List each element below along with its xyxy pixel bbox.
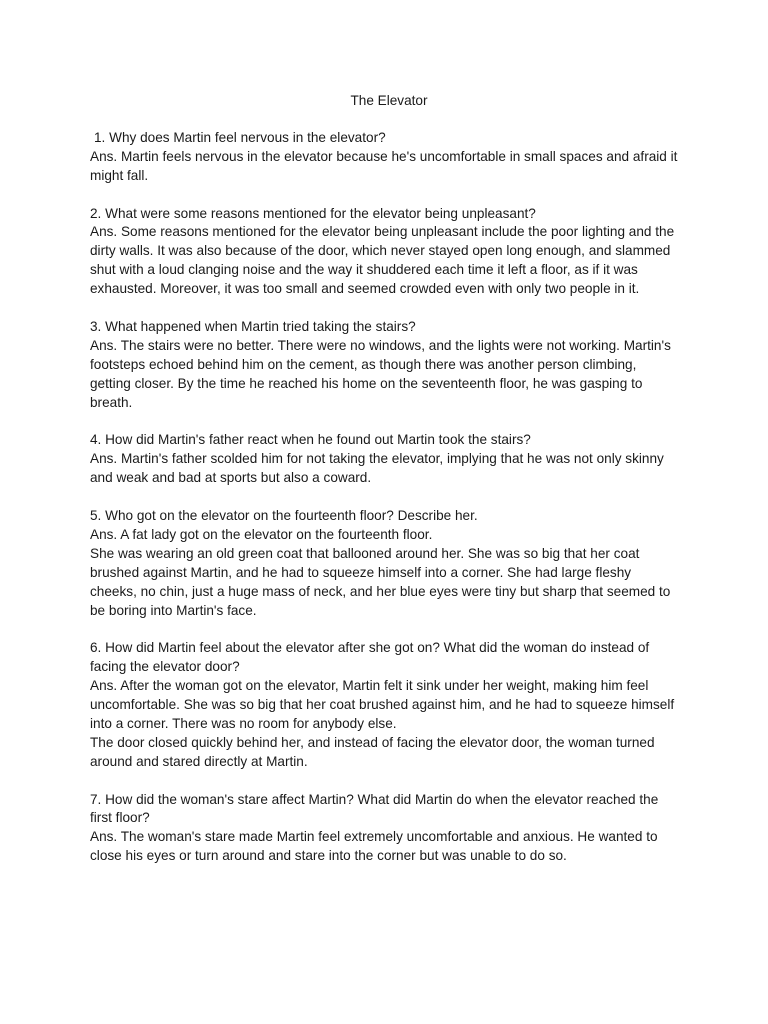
answer-6-line-1: Ans. After the woman got on the elevator, Martin felt it sink under her weight, making him feel uncomfortable. She was so big that her coat brushed against him, and he had to squeeze himself into a corner. There was no room for anybody else. bbox=[90, 678, 675, 731]
document-page bbox=[90, 92, 680, 885]
document-title: The Elevator bbox=[350, 93, 428, 108]
question-6: 6. How did Martin feel about the elevator after she got on? What did the woman do instead of facing the elevator door? bbox=[90, 640, 650, 675]
question-2: 2. What were some reasons mentioned for the elevator being unpleasant? bbox=[90, 205, 536, 221]
question-1: 1. Why does Martin feel nervous in the elevator? bbox=[94, 129, 386, 145]
answer-3: Ans. The stairs were no better. There were no windows, and the lights were not working. Martin's footsteps echoed behind him on the cement, as though there was another person climbing, getting closer. By the time he reached his home on the seventeenth floor, he was gasping to breath. bbox=[90, 337, 671, 410]
qa-item-4 bbox=[90, 431, 680, 488]
qa-item-2 bbox=[90, 205, 680, 300]
qa-item-6 bbox=[90, 639, 680, 771]
answer-5-line-1: Ans. A fat lady got on the elevator on the fourteenth floor. bbox=[90, 526, 433, 542]
answer-7: Ans. The woman's stare made Martin feel extremely uncomfortable and anxious. He wanted to close his eyes or turn around and stare into the corner but was unable to do so. bbox=[90, 829, 658, 864]
qa-item-5 bbox=[90, 507, 680, 620]
question-4: 4. How did Martin's father react when he found out Martin took the stairs? bbox=[90, 432, 531, 448]
question-3: 3. What happened when Martin tried taking the stairs? bbox=[90, 318, 416, 334]
qa-item-3 bbox=[90, 318, 680, 413]
qa-item-1 bbox=[90, 129, 680, 186]
qa-item-7 bbox=[90, 791, 680, 867]
question-5: 5. Who got on the elevator on the fourteenth floor? Describe her. bbox=[90, 507, 478, 523]
question-7: 7. How did the woman's stare affect Martin? What did Martin do when the elevator reached the first floor? bbox=[90, 791, 659, 826]
answer-6-line-2: The door closed quickly behind her, and instead of facing the elevator door, the woman turned around and stared directly at Martin. bbox=[90, 734, 655, 769]
answer-4: Ans. Martin's father scolded him for not taking the elevator, implying that he was not only skinny and weak and bad at sports but also a coward. bbox=[90, 451, 664, 486]
answer-1: Ans. Martin feels nervous in the elevator because he's uncomfortable in small spaces and afraid it might fall. bbox=[90, 148, 678, 183]
answer-5-line-2: She was wearing an old green coat that ballooned around her. She was so big that her coat brushed against Martin, and he had to squeeze himself into a corner. She had large fleshy cheeks, no chin, just a huge mass of neck, and her blue eyes were tiny but sharp that seemed to be boring into Martin's face. bbox=[90, 545, 671, 618]
answer-2: Ans. Some reasons mentioned for the elevator being unpleasant include the poor lighting and the dirty walls. It was also because of the door, which never stayed open long enough, and slammed shut with a loud clanging noise and the way it shuddered each time it left a floor, as if it was exhausted. Moreover, it was too small and seemed crowded even with only two people in it. bbox=[90, 224, 675, 297]
